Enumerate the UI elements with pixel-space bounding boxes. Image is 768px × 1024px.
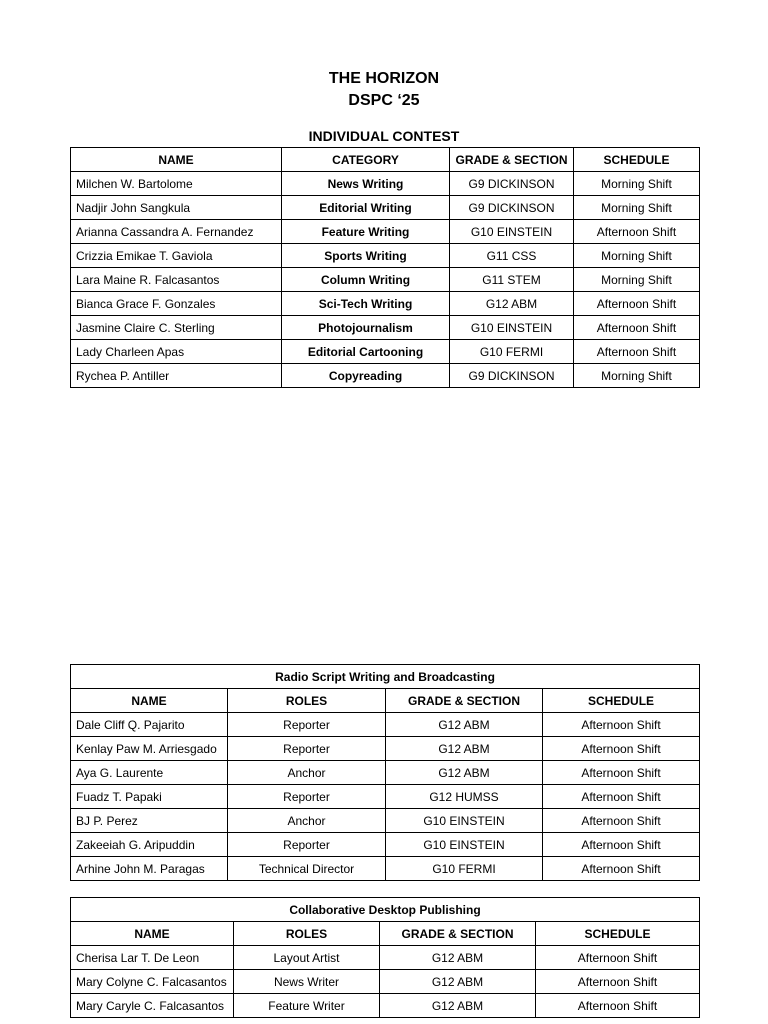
table-row: [71, 785, 700, 809]
cell-grade-section: G12 ABM: [380, 994, 536, 1018]
cell-name: Lara Maine R. Falcasantos: [71, 268, 282, 292]
table-row: [71, 994, 700, 1018]
table-row: [71, 364, 700, 388]
cell-category: Column Writing: [282, 268, 450, 292]
cell-name: Kenlay Paw M. Arriesgado: [71, 737, 228, 761]
individual-contest-table: [70, 147, 700, 388]
table-header-row: [71, 922, 700, 946]
table-row: [71, 857, 700, 881]
cell-name: Bianca Grace F. Gonzales: [71, 292, 282, 316]
cell-schedule: Afternoon Shift: [574, 292, 700, 316]
cell-role: Reporter: [228, 713, 386, 737]
document-subtitle: DSPC ‘25: [348, 92, 420, 109]
table-row: [71, 809, 700, 833]
table-row: [71, 833, 700, 857]
table-row: [71, 737, 700, 761]
section-title: INDIVIDUAL CONTEST: [308, 128, 460, 144]
cell-grade-section: G12 ABM: [386, 737, 543, 761]
cell-grade-section: G10 EINSTEIN: [450, 220, 574, 244]
cell-schedule: Afternoon Shift: [543, 713, 700, 737]
cell-grade-section: G12 ABM: [450, 292, 574, 316]
table-caption-row: [71, 665, 700, 689]
cell-name: Cherisa Lar T. De Leon: [71, 946, 234, 970]
desktop-publishing-table: [70, 897, 700, 1018]
cell-grade-section: G12 ABM: [386, 761, 543, 785]
cell-schedule: Afternoon Shift: [543, 857, 700, 881]
cell-category: Copyreading: [282, 364, 450, 388]
cell-grade-section: G10 EINSTEIN: [450, 316, 574, 340]
header-schedule: SCHEDULE: [543, 689, 700, 713]
cell-name: Mary Caryle C. Falcasantos: [71, 994, 234, 1018]
cell-name: Aya G. Laurente: [71, 761, 228, 785]
cell-grade-section: G10 FERMI: [386, 857, 543, 881]
cell-name: Arhine John M. Paragas: [71, 857, 228, 881]
cell-grade-section: G10 EINSTEIN: [386, 833, 543, 857]
cell-schedule: Morning Shift: [574, 196, 700, 220]
table-row: [71, 220, 700, 244]
header-schedule: SCHEDULE: [574, 148, 700, 172]
table-row: [71, 761, 700, 785]
header-grade-section: GRADE & SECTION: [386, 689, 543, 713]
header-schedule: SCHEDULE: [536, 922, 700, 946]
header-grade-section: GRADE & SECTION: [380, 922, 536, 946]
cell-schedule: Afternoon Shift: [536, 970, 700, 994]
cell-role: Layout Artist: [234, 946, 380, 970]
cell-grade-section: G11 STEM: [450, 268, 574, 292]
cell-schedule: Morning Shift: [574, 364, 700, 388]
cell-schedule: Afternoon Shift: [543, 761, 700, 785]
cell-role: Technical Director: [228, 857, 386, 881]
cell-schedule: Morning Shift: [574, 268, 700, 292]
cell-name: Nadjir John Sangkula: [71, 196, 282, 220]
cell-category: News Writing: [282, 172, 450, 196]
table-row: [71, 970, 700, 994]
cell-grade-section: G12 ABM: [386, 713, 543, 737]
cell-name: Zakeeiah G. Aripuddin: [71, 833, 228, 857]
table-row: [71, 292, 700, 316]
header-roles: ROLES: [228, 689, 386, 713]
cell-grade-section: G9 DICKINSON: [450, 364, 574, 388]
cell-schedule: Morning Shift: [574, 172, 700, 196]
table-row: [71, 196, 700, 220]
cell-schedule: Afternoon Shift: [574, 220, 700, 244]
table-row: [71, 340, 700, 364]
cell-schedule: Morning Shift: [574, 244, 700, 268]
cell-name: Crizzia Emikae T. Gaviola: [71, 244, 282, 268]
cell-category: Sports Writing: [282, 244, 450, 268]
table-row: [71, 713, 700, 737]
cell-category: Editorial Cartooning: [282, 340, 450, 364]
table-caption: Radio Script Writing and Broadcasting: [71, 665, 700, 689]
header-grade-section: GRADE & SECTION: [450, 148, 574, 172]
cell-schedule: Afternoon Shift: [536, 994, 700, 1018]
cell-name: Lady Charleen Apas: [71, 340, 282, 364]
radio-broadcasting-table: [70, 664, 700, 881]
cell-grade-section: G12 ABM: [380, 946, 536, 970]
table-row: [71, 316, 700, 340]
header-roles: ROLES: [234, 922, 380, 946]
cell-name: BJ P. Perez: [71, 809, 228, 833]
cell-grade-section: G9 DICKINSON: [450, 172, 574, 196]
cell-name: Jasmine Claire C. Sterling: [71, 316, 282, 340]
cell-name: Milchen W. Bartolome: [71, 172, 282, 196]
cell-category: Editorial Writing: [282, 196, 450, 220]
header-name: NAME: [71, 689, 228, 713]
cell-category: Sci-Tech Writing: [282, 292, 450, 316]
cell-grade-section: G10 EINSTEIN: [386, 809, 543, 833]
cell-role: News Writer: [234, 970, 380, 994]
cell-grade-section: G9 DICKINSON: [450, 196, 574, 220]
table-row: [71, 268, 700, 292]
cell-name: Arianna Cassandra A. Fernandez: [71, 220, 282, 244]
header-category: CATEGORY: [282, 148, 450, 172]
cell-schedule: Afternoon Shift: [543, 785, 700, 809]
cell-name: Mary Colyne C. Falcasantos: [71, 970, 234, 994]
cell-schedule: Afternoon Shift: [574, 340, 700, 364]
header-name: NAME: [71, 922, 234, 946]
cell-grade-section: G11 CSS: [450, 244, 574, 268]
table-row: [71, 946, 700, 970]
cell-role: Anchor: [228, 761, 386, 785]
table-caption-row: [71, 898, 700, 922]
cell-name: Fuadz T. Papaki: [71, 785, 228, 809]
cell-schedule: Afternoon Shift: [574, 316, 700, 340]
cell-role: Reporter: [228, 785, 386, 809]
cell-schedule: Afternoon Shift: [543, 737, 700, 761]
header-name: NAME: [71, 148, 282, 172]
cell-schedule: Afternoon Shift: [543, 833, 700, 857]
cell-role: Reporter: [228, 833, 386, 857]
table-row: [71, 172, 700, 196]
table-header-row: [71, 689, 700, 713]
table-header-row: [71, 148, 700, 172]
table-caption: Collaborative Desktop Publishing: [71, 898, 700, 922]
cell-category: Feature Writing: [282, 220, 450, 244]
cell-name: Dale Cliff Q. Pajarito: [71, 713, 228, 737]
cell-schedule: Afternoon Shift: [536, 946, 700, 970]
cell-role: Reporter: [228, 737, 386, 761]
document-title: THE HORIZON: [328, 70, 440, 87]
cell-grade-section: G12 HUMSS: [386, 785, 543, 809]
cell-category: Photojournalism: [282, 316, 450, 340]
cell-role: Feature Writer: [234, 994, 380, 1018]
cell-role: Anchor: [228, 809, 386, 833]
cell-grade-section: G10 FERMI: [450, 340, 574, 364]
cell-name: Rychea P. Antiller: [71, 364, 282, 388]
cell-grade-section: G12 ABM: [380, 970, 536, 994]
table-row: [71, 244, 700, 268]
cell-schedule: Afternoon Shift: [543, 809, 700, 833]
